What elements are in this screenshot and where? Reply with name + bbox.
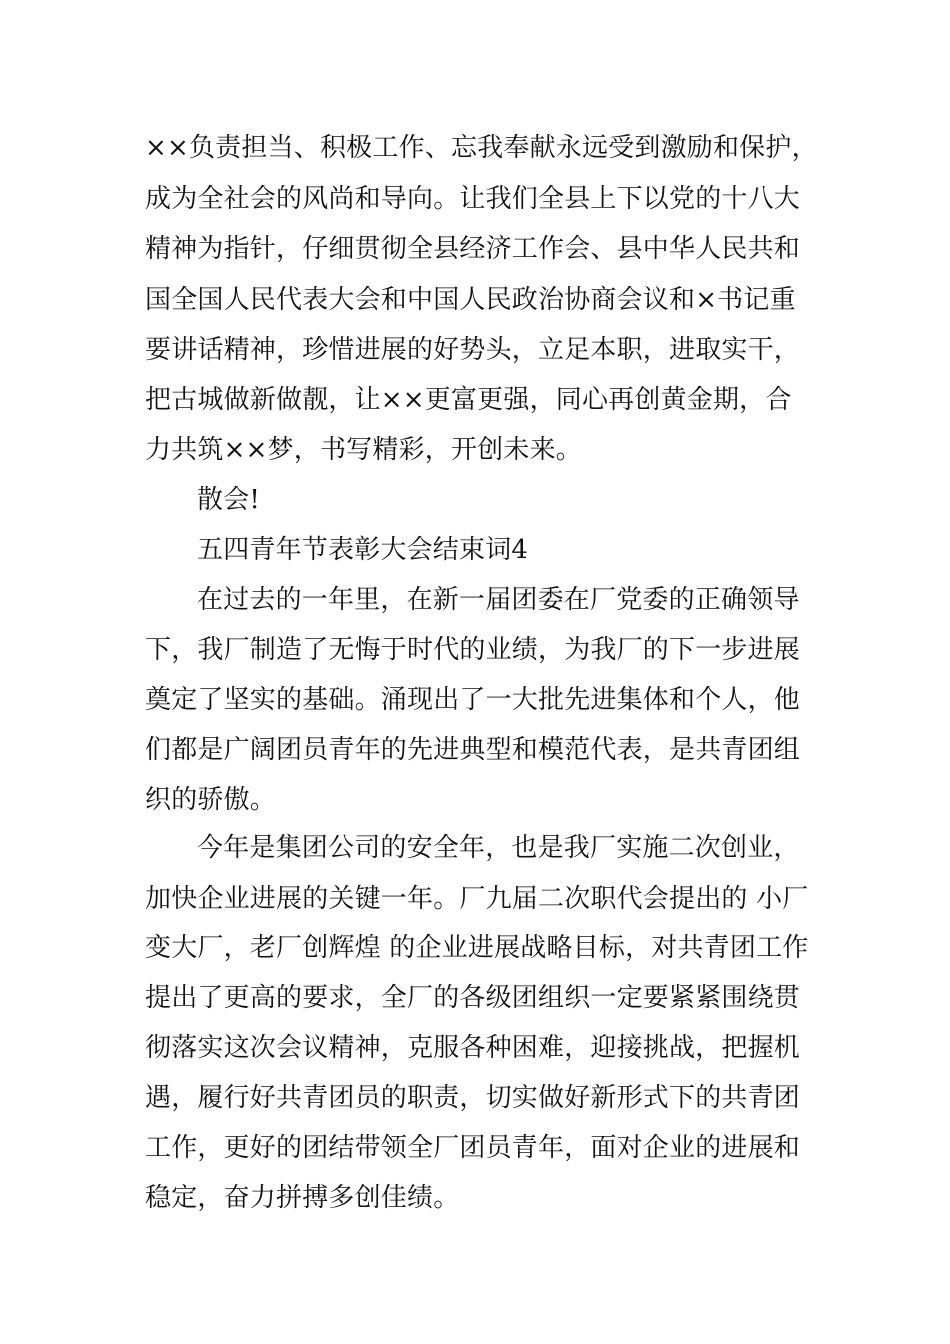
text-line: 下，我厂制造了无悔于时代的业绩，为我厂的下一步进展	[145, 635, 801, 665]
text-line: 国全国人民代表大会和中国人民政治协商会议和×书记重	[145, 285, 796, 315]
text-line: 们都是广阔团员青年的先进典型和模范代表，是共青团组	[145, 735, 801, 765]
text-line: 在过去的一年里，在新一届团委在厂党委的正确领导	[197, 585, 800, 615]
text-line: 变大厂，老厂创辉煌 的企业进展战略目标，对共青团工作	[145, 933, 809, 963]
text-line: 织的骄傲。	[145, 785, 277, 815]
text-line: 稳定，奋力拼搏多创佳绩。	[145, 1183, 460, 1213]
text-line: 要讲话精神，珍惜进展的好势头，立足本职，进取实干，	[145, 335, 801, 365]
section-heading: 五四青年节表彰大会结束词4	[197, 535, 529, 565]
text-line: 今年是集团公司的安全年，也是我厂实施二次创业，	[197, 833, 800, 863]
text-line: 把古城做新做靓，让××更富更强，同心再创黄金期，合	[145, 385, 792, 415]
text-line: 加快企业进展的关键一年。厂九届二次职代会提出的 小厂	[145, 884, 809, 914]
text-line: 提出了更高的要求，全厂的各级团组织一定要紧紧围绕贯	[145, 983, 801, 1013]
text-line: ××负责担当、积极工作、忘我奉献永远受到激励和保护，	[145, 133, 818, 163]
text-line: 精神为指针，仔细贯彻全县经济工作会、县中华人民共和	[145, 234, 801, 264]
text-line: 成为全社会的风尚和导向。让我们全县上下以党的十八大	[145, 184, 801, 214]
text-line: 力共筑××梦，书写精彩，开创未来。	[145, 435, 582, 465]
text-line: 遇，履行好共青团员的职责，切实做好新形式下的共青团	[145, 1083, 801, 1113]
text-line: 彻落实这次会议精神，克服各种困难，迎接挑战，把握机	[145, 1033, 801, 1063]
text-line: 奠定了坚实的基础。涌现出了一大批先进集体和个人，他	[145, 685, 801, 715]
closing-remark: 散会!	[197, 485, 261, 515]
text-line: 工作，更好的团结带领全厂团员青年，面对企业的进展和	[145, 1133, 801, 1163]
